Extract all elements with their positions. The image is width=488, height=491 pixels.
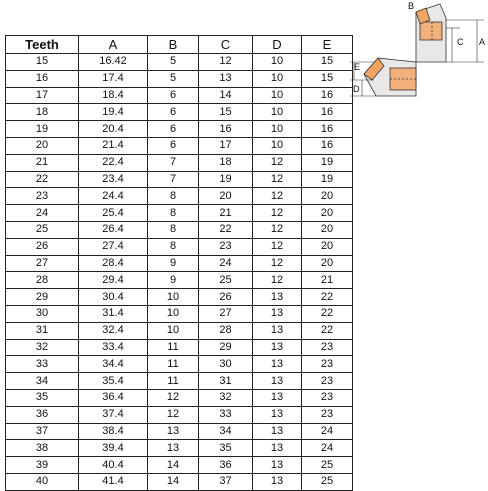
cell-a: 17.4 [79,70,148,87]
cell-d: 13 [253,339,302,356]
cell-c: 28 [199,322,253,339]
cell-c: 33 [199,406,253,423]
cell-b: 7 [148,171,199,188]
cell-a: 19.4 [79,104,148,121]
cell-d: 12 [253,238,302,255]
cell-teeth: 31 [6,322,79,339]
cell-a: 36.4 [79,389,148,406]
cell-a: 22.4 [79,154,148,171]
cell-a: 38.4 [79,423,148,440]
table-row [6,255,353,272]
cell-c: 13 [199,70,253,87]
table-row [6,389,353,406]
table-row [6,406,353,423]
cell-a: 31.4 [79,305,148,322]
cell-b: 6 [148,137,199,154]
cell-a: 27.4 [79,238,148,255]
cell-b: 12 [148,389,199,406]
cell-c: 31 [199,373,253,390]
cell-e: 16 [302,121,353,138]
cell-b: 6 [148,87,199,104]
cell-d: 13 [253,457,302,474]
cell-b: 13 [148,423,199,440]
cell-b: 10 [148,289,199,306]
table-row [6,154,353,171]
table-row [6,221,353,238]
table-row [6,87,353,104]
cell-b: 14 [148,457,199,474]
bevel-gear-diagram [334,0,488,100]
cell-c: 27 [199,305,253,322]
cell-teeth: 37 [6,423,79,440]
table-row [6,70,353,87]
table-row [6,440,353,457]
cell-b: 8 [148,221,199,238]
cell-d: 12 [253,154,302,171]
cell-teeth: 30 [6,305,79,322]
cell-a: 33.4 [79,339,148,356]
cell-d: 13 [253,305,302,322]
cell-a: 24.4 [79,188,148,205]
cell-d: 12 [253,205,302,222]
table-row [6,289,353,306]
cell-e: 23 [302,406,353,423]
cell-d: 13 [253,322,302,339]
cell-c: 17 [199,137,253,154]
lower-gear-shape [364,58,416,96]
cell-b: 9 [148,255,199,272]
cell-a: 35.4 [79,373,148,390]
cell-b: 11 [148,356,199,373]
cell-a: 41.4 [79,473,148,490]
cell-teeth: 26 [6,238,79,255]
cell-c: 35 [199,440,253,457]
cell-b: 6 [148,104,199,121]
cell-teeth: 25 [6,221,79,238]
cell-d: 12 [253,171,302,188]
table-row [6,171,353,188]
table-row [6,104,353,121]
upper-gear-shape [416,4,446,62]
cell-b: 8 [148,188,199,205]
header-e: E [302,36,353,54]
table-row [6,238,353,255]
cell-e: 22 [302,289,353,306]
cell-teeth: 38 [6,440,79,457]
cell-c: 37 [199,473,253,490]
cell-c: 18 [199,154,253,171]
cell-teeth: 18 [6,104,79,121]
cell-d: 12 [253,272,302,289]
cell-e: 16 [302,137,353,154]
cell-e: 19 [302,171,353,188]
cell-d: 10 [253,121,302,138]
cell-d: 12 [253,188,302,205]
cell-teeth: 32 [6,339,79,356]
table-row [6,322,353,339]
cell-e: 25 [302,473,353,490]
table-row [6,457,353,474]
cell-c: 25 [199,272,253,289]
cell-e: 20 [302,255,353,272]
header-d: D [253,36,302,54]
table-row [6,272,353,289]
cell-a: 23.4 [79,171,148,188]
cell-c: 32 [199,389,253,406]
cell-e: 16 [302,87,353,104]
cell-b: 11 [148,373,199,390]
cell-teeth: 27 [6,255,79,272]
table-row [6,356,353,373]
cell-a: 18.4 [79,87,148,104]
table-row [6,205,353,222]
cell-e: 23 [302,373,353,390]
cell-d: 10 [253,70,302,87]
cell-a: 40.4 [79,457,148,474]
table-row [6,188,353,205]
cell-c: 23 [199,238,253,255]
cell-b: 10 [148,322,199,339]
cell-e: 22 [302,322,353,339]
cell-c: 34 [199,423,253,440]
cell-a: 16.42 [79,54,148,71]
cell-e: 21 [302,272,353,289]
cell-a: 37.4 [79,406,148,423]
header-c: C [199,36,253,54]
cell-teeth: 40 [6,473,79,490]
cell-teeth: 39 [6,457,79,474]
cell-b: 9 [148,272,199,289]
table-row [6,373,353,390]
cell-e: 20 [302,205,353,222]
cell-a: 26.4 [79,221,148,238]
cell-e: 25 [302,457,353,474]
cell-c: 12 [199,54,253,71]
cell-b: 8 [148,205,199,222]
cell-b: 8 [148,238,199,255]
label-c: C [457,37,464,47]
table-row [6,339,353,356]
cell-d: 13 [253,356,302,373]
cell-a: 28.4 [79,255,148,272]
cell-d: 13 [253,406,302,423]
cell-teeth: 20 [6,137,79,154]
cell-b: 12 [148,406,199,423]
table-row [6,423,353,440]
cell-b: 6 [148,121,199,138]
table-row [6,305,353,322]
cell-e: 20 [302,221,353,238]
cell-teeth: 15 [6,54,79,71]
label-b: B [408,1,415,11]
cell-b: 5 [148,54,199,71]
cell-teeth: 29 [6,289,79,306]
cell-teeth: 22 [6,171,79,188]
cell-d: 10 [253,54,302,71]
cell-d: 13 [253,423,302,440]
cell-e: 16 [302,104,353,121]
cell-e: 19 [302,154,353,171]
cell-a: 29.4 [79,272,148,289]
table-row [6,473,353,490]
cell-teeth: 16 [6,70,79,87]
label-e: E [354,62,361,72]
cell-a: 30.4 [79,289,148,306]
cell-e: 15 [302,70,353,87]
cell-d: 12 [253,255,302,272]
cell-b: 5 [148,70,199,87]
cell-c: 29 [199,339,253,356]
cell-b: 10 [148,305,199,322]
cell-teeth: 19 [6,121,79,138]
table-body [6,54,353,491]
cell-a: 32.4 [79,322,148,339]
cell-c: 26 [199,289,253,306]
gear-dimension-table [5,35,353,491]
label-d: D [353,84,360,94]
cell-a: 39.4 [79,440,148,457]
cell-d: 13 [253,440,302,457]
cell-a: 34.4 [79,356,148,373]
cell-teeth: 21 [6,154,79,171]
header-b: B [148,36,199,54]
label-a: A [479,37,486,47]
cell-c: 16 [199,121,253,138]
table-header-row [6,36,353,54]
cell-e: 20 [302,238,353,255]
cell-d: 13 [253,473,302,490]
cell-e: 24 [302,423,353,440]
cell-d: 13 [253,389,302,406]
cell-teeth: 34 [6,373,79,390]
cell-d: 10 [253,87,302,104]
cell-e: 23 [302,339,353,356]
cell-c: 22 [199,221,253,238]
cell-e: 24 [302,440,353,457]
cell-teeth: 33 [6,356,79,373]
cell-teeth: 35 [6,389,79,406]
cell-b: 13 [148,440,199,457]
cell-c: 15 [199,104,253,121]
cell-e: 23 [302,356,353,373]
cell-c: 19 [199,171,253,188]
cell-b: 14 [148,473,199,490]
cell-a: 25.4 [79,205,148,222]
cell-c: 36 [199,457,253,474]
cell-e: 20 [302,188,353,205]
header-a: A [79,36,148,54]
cell-d: 12 [253,221,302,238]
header-teeth: Teeth [6,36,79,54]
cell-e: 23 [302,389,353,406]
cell-e: 22 [302,305,353,322]
cell-c: 30 [199,356,253,373]
cell-teeth: 17 [6,87,79,104]
cell-b: 11 [148,339,199,356]
cell-c: 21 [199,205,253,222]
cell-d: 10 [253,137,302,154]
cell-a: 21.4 [79,137,148,154]
table-row [6,54,353,71]
cell-d: 13 [253,373,302,390]
table-row [6,121,353,138]
cell-teeth: 24 [6,205,79,222]
cell-a: 20.4 [79,121,148,138]
cell-d: 10 [253,104,302,121]
cell-e: 15 [302,54,353,71]
cell-d: 13 [253,289,302,306]
cell-c: 20 [199,188,253,205]
cell-b: 7 [148,154,199,171]
cell-teeth: 23 [6,188,79,205]
cell-teeth: 36 [6,406,79,423]
cell-c: 14 [199,87,253,104]
table-row [6,137,353,154]
cell-c: 24 [199,255,253,272]
cell-teeth: 28 [6,272,79,289]
